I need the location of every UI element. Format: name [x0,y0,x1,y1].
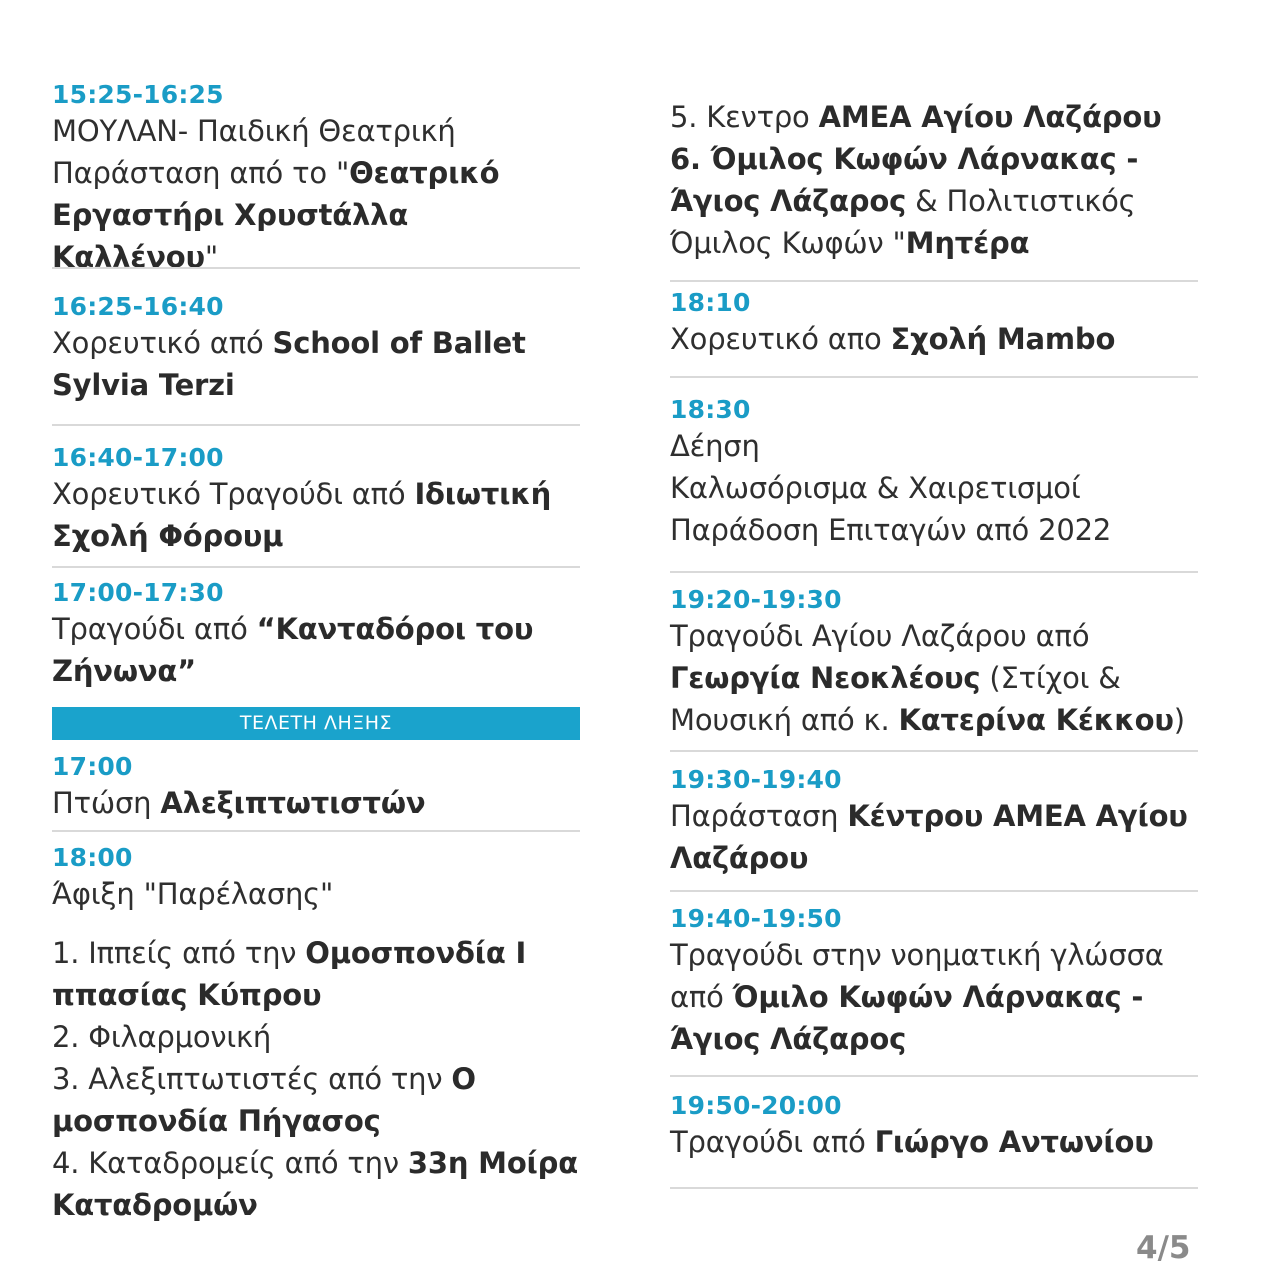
time-label: 19:50-20:00 [670,1091,842,1120]
parade-list [52,932,580,1226]
emphasized-text: School of Ballet Sylvia Terzi [52,326,526,402]
text-run: 5. Κεντρο [670,100,819,134]
emphasized-text: Κέντρου ΑΜΕΑ Αγίου Λαζάρου [670,799,1188,875]
emphasized-text: Γιώργο Αντωνίου [874,1125,1154,1159]
time-label: 16:25-16:40 [52,292,224,321]
time-label: 19:20-19:30 [670,585,842,614]
schedule-item [52,843,580,915]
time-label: 19:40-19:50 [670,904,842,933]
emphasized-text: “Κανταδόροι του Ζήνωνα” [52,612,534,688]
divider [670,750,1198,752]
text-run: 4. Καταδρομείς από την [52,1146,399,1180]
time-label: 16:40-17:00 [52,443,224,472]
divider [670,280,1198,282]
emphasized-text: 33η Μοίρα Καταδρομών [52,1146,578,1222]
time-label: 18:00 [52,843,133,872]
emphasized-text: Ιδιωτική Σχολή Φόρουμ [52,477,552,553]
schedule-item [52,752,580,824]
text-run: Τραγούδι από [670,1125,875,1159]
divider [670,376,1198,378]
divider [670,571,1198,573]
schedule-item [670,1091,1198,1163]
text-run: 1. Ιππείς από την [52,936,306,970]
parade-list-continued [670,96,1198,264]
time-label: 17:00-17:30 [52,578,224,607]
emphasized-text: ΑΜΕΑ Αγίου Λαζάρου 6. Όμιλος Κωφών Λάρνακας - Άγιος Λάζαρος [670,100,1162,218]
ceremony-banner: ΤΕΛΕΤΗ ΛΗΞΗΣ [52,707,580,740]
text-run: Χορευτικό από [52,326,273,360]
text-run: 2. Φιλαρμονική 3. Αλεξιπτωτιστές από την [52,1020,443,1096]
text-run: ΜΟΥΛΑΝ- Παιδική Θεατρική Παράσταση από το " [52,114,456,190]
schedule-item [670,288,1198,360]
text-run: " [204,240,219,274]
page-number: 4/5 [1136,1230,1191,1266]
text-run: Άφιξη "Παρέλασης" [52,877,334,911]
text-run: (Στίχοι & Μουσική από κ. [670,661,1121,737]
item-description [52,110,580,278]
emphasized-text: Ο μοσπονδία Πήγασος [52,1062,476,1138]
text-run: & Πολιτιστικός Όμιλος Κωφών " [670,184,1136,260]
schedule-item [670,395,1198,551]
emphasized-text: Μητέρα [905,226,1030,260]
text-run: Τραγούδι από [52,612,257,646]
divider [670,1075,1198,1077]
schedule-item [52,443,580,557]
schedule-item [670,765,1198,879]
item-description [670,795,1198,879]
emphasized-text: Αλεξιπτωτιστών [160,786,426,820]
time-label: 15:25-16:25 [52,80,224,109]
schedule-item [670,585,1198,741]
divider [52,424,580,426]
emphasized-text: Θεατρικό Εργαστήρι Χρυσtάλλα Καλλένου [52,156,500,274]
item-description [52,473,580,557]
emphasized-text: Ομοσπονδία Ι ππασίας Κύπρου [52,936,527,1012]
time-label: 19:30-19:40 [670,765,842,794]
text-run: ) [1173,703,1185,737]
text-run: Χορευτικό Τραγούδι από [52,477,415,511]
time-label: 17:00 [52,752,133,781]
item-description [52,608,580,692]
schedule-item [52,80,580,278]
text-run: Παράσταση [670,799,848,833]
emphasized-text: Σχολή Mambo [890,322,1116,356]
text-run: Τραγούδι Αγίου Λαζάρου από [670,619,1090,653]
emphasized-text: Γεωργία Νεοκλέους [670,661,981,695]
text-run: Τραγούδι στην νοηματική γλώσσα από [670,938,1164,1014]
item-description [670,1121,1198,1163]
item-description [52,782,580,824]
item-description [670,615,1198,741]
divider [52,830,580,832]
schedule-item [52,578,580,692]
time-label: 18:10 [670,288,751,317]
item-description [52,322,580,406]
divider [52,566,580,568]
schedule-item [670,904,1198,1060]
text-run: Χορευτικό απο [670,322,891,356]
item-description [670,425,1198,551]
item-description [670,318,1198,360]
divider [52,267,580,269]
text-run: Πτώση [52,786,161,820]
emphasized-text: Όμιλο Κωφών Λάρνακας - Άγιος Λάζαρος [670,980,1144,1056]
divider [670,1187,1198,1189]
emphasized-text: Κατερίνα Κέκκου [898,703,1174,737]
schedule-item [52,292,580,406]
item-description [52,873,580,915]
item-description [670,934,1198,1060]
divider [670,890,1198,892]
time-label: 18:30 [670,395,751,424]
text-run: Δέηση Καλωσόρισμα & Χαιρετισμοί Παράδοση Επιταγών από 2022 [670,429,1112,547]
